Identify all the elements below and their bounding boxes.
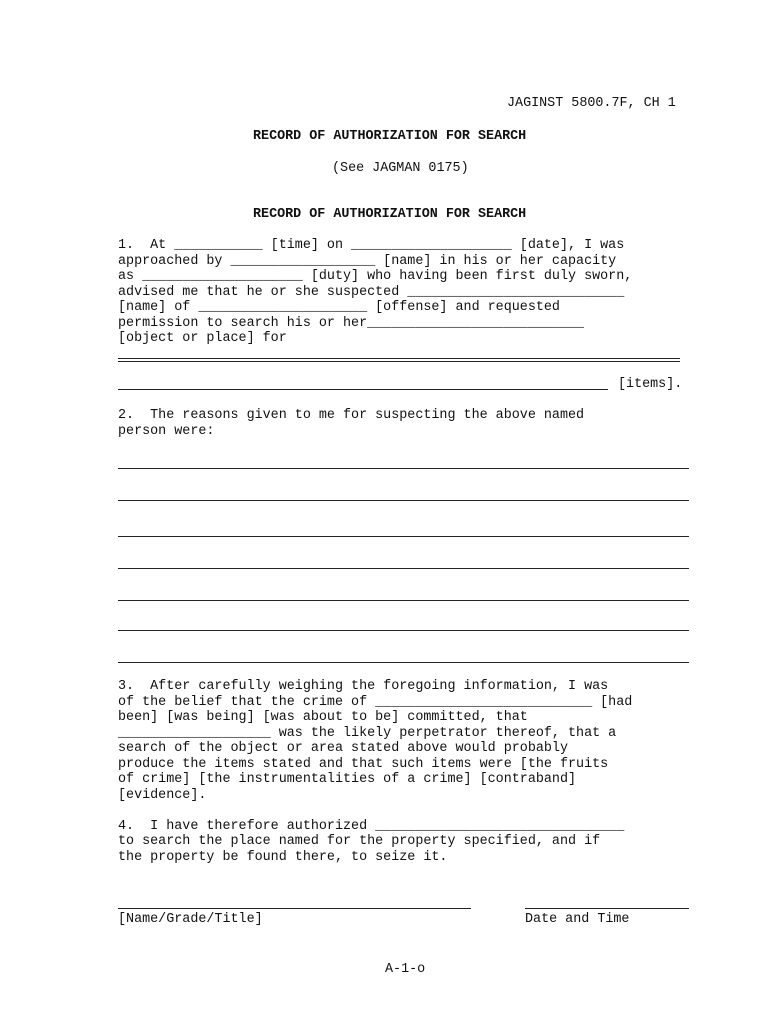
section-title: RECORD OF AUTHORIZATION FOR SEARCH [253,207,527,222]
reason-blank-line[interactable] [118,600,689,601]
reason-blank-line[interactable] [118,568,689,569]
para3-line: been] [was being] [was about to be] committed, that [118,710,528,725]
para1-line: [name] of _____________________ [offense] and requested [118,300,560,315]
para1-line: [object or place] for [118,331,287,346]
object-blank-line[interactable] [118,358,680,359]
para1-line: approached by __________________ [name] in his or her capacity [118,254,617,269]
page-title: RECORD OF AUTHORIZATION FOR SEARCH [253,129,527,144]
reason-blank-line[interactable] [118,630,689,631]
date-time-label: Date and Time [525,912,630,927]
para1-line: advised me that he or she suspected ___________________________ [118,285,625,300]
reason-blank-line[interactable] [118,536,689,537]
para3-line: of crime] [the instrumentalities of a crime] [contraband] [118,772,577,787]
para1-line: as ____________________ [duty] who having been first duly sworn, [118,269,633,284]
object-blank-line-2 [118,361,680,362]
para3-line: produce the items stated and that such items were [the fruits [118,757,609,772]
para3-line: search of the object or area stated above would probably [118,741,568,756]
para4-line: to search the place named for the property specified, and if [118,834,601,849]
date-time-line[interactable] [525,908,689,909]
page-number: A-1-o [385,962,426,977]
para1-line: 1. At ___________ [time] on ____________________ [date], I was [118,238,625,253]
para3-line: of the belief that the crime of ___________________________ [had [118,695,633,710]
signature-line[interactable] [118,908,471,909]
para3-line: 3. After carefully weighing the foregoing information, I was [118,679,609,694]
para2-line: person were: [118,424,215,439]
items-blank-line[interactable] [118,389,608,390]
reason-blank-line[interactable] [118,468,689,469]
items-label: [items]. [618,377,683,392]
para4-line: 4. I have therefore authorized _______________________________ [118,819,625,834]
para4-line: the property be found there, to seize it. [118,850,448,865]
para3-line: ___________________ was the likely perpetrator thereof, that a [118,726,617,741]
jagman-reference: (See JAGMAN 0175) [332,161,469,176]
reason-blank-line[interactable] [118,662,689,663]
para3-line: [evidence]. [118,788,207,803]
para1-line: permission to search his or her___________________________ [118,316,585,331]
para2-line: 2. The reasons given to me for suspecting the above named [118,408,585,423]
document-reference-header: JAGINST 5800.7F, CH 1 [507,96,676,111]
signature-label: [Name/Grade/Title] [118,912,263,927]
reason-blank-line[interactable] [118,500,689,501]
